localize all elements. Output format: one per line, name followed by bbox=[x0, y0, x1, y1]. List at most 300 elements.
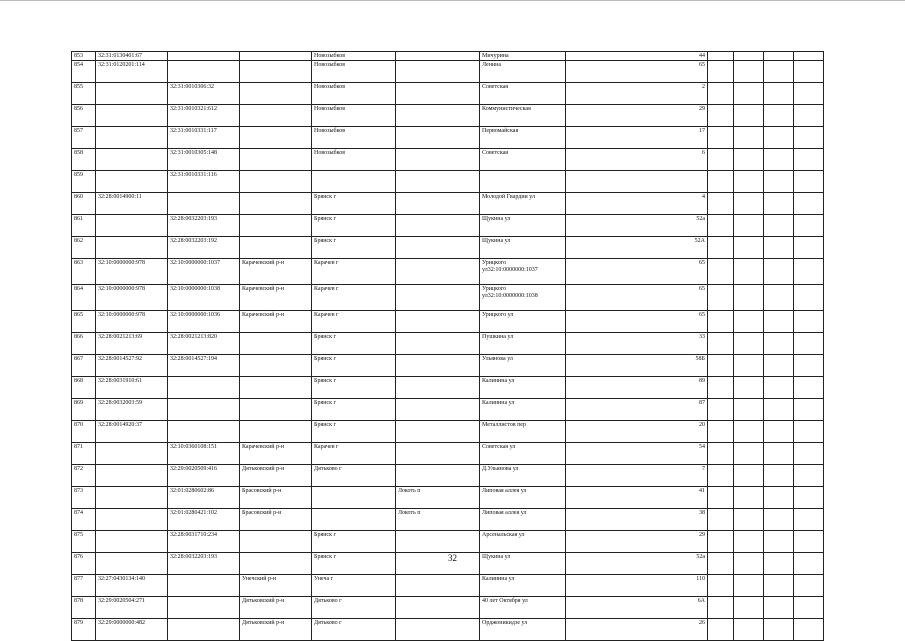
empty-cell bbox=[764, 105, 794, 127]
cadastral-number-cell: 32:31:0120201:114 bbox=[96, 61, 168, 83]
cadastral-number-cell: 32:29:0000000:482 bbox=[96, 619, 168, 641]
city-cell: Брянск г bbox=[312, 355, 396, 377]
row-number-cell: 866 bbox=[72, 333, 96, 355]
district-cell bbox=[240, 61, 312, 83]
empty-cell bbox=[794, 259, 824, 285]
row-number-cell: 862 bbox=[72, 237, 96, 259]
empty-cell bbox=[734, 215, 764, 237]
empty-cell bbox=[708, 311, 734, 333]
empty-cell bbox=[794, 61, 824, 83]
house-number-cell: 89 bbox=[566, 377, 708, 399]
empty-cell bbox=[734, 149, 764, 171]
cadastral-number-cell bbox=[96, 443, 168, 465]
street-cell: Металлистов пер bbox=[480, 421, 566, 443]
empty-cell bbox=[764, 597, 794, 619]
empty-cell bbox=[734, 531, 764, 553]
settlement-cell: Локоть п bbox=[396, 509, 480, 531]
district-cell: Дятьковский р-н bbox=[240, 597, 312, 619]
building-cadastral-cell: 32:31:0010331:116 bbox=[168, 171, 240, 193]
street-cell: Щукина ул bbox=[480, 237, 566, 259]
empty-cell bbox=[708, 237, 734, 259]
empty-cell bbox=[764, 421, 794, 443]
empty-cell bbox=[764, 215, 794, 237]
building-cadastral-cell: 32:31:0010331:117 bbox=[168, 127, 240, 149]
house-number-cell: 54 bbox=[566, 443, 708, 465]
row-number-cell: 874 bbox=[72, 509, 96, 531]
empty-cell bbox=[794, 105, 824, 127]
cadastral-number-cell: 32:10:0000000:978 bbox=[96, 311, 168, 333]
cadastral-number-cell: 32:29:0020504:271 bbox=[96, 597, 168, 619]
house-number-cell: 20 bbox=[566, 421, 708, 443]
district-cell bbox=[240, 237, 312, 259]
street-cell: Коммунистическая bbox=[480, 105, 566, 127]
settlement-cell bbox=[396, 575, 480, 597]
city-cell: Унеча г bbox=[312, 575, 396, 597]
settlement-cell bbox=[396, 333, 480, 355]
empty-cell bbox=[794, 52, 824, 61]
city-cell: Брянск г bbox=[312, 377, 396, 399]
table-row bbox=[72, 487, 824, 509]
city-cell: Брянск г bbox=[312, 215, 396, 237]
empty-cell bbox=[734, 52, 764, 61]
empty-cell bbox=[794, 421, 824, 443]
city-cell: Брянск г bbox=[312, 193, 396, 215]
empty-cell bbox=[764, 61, 794, 83]
empty-cell bbox=[734, 193, 764, 215]
row-number-cell: 871 bbox=[72, 443, 96, 465]
empty-cell bbox=[734, 421, 764, 443]
empty-cell bbox=[734, 61, 764, 83]
house-number-cell: 6 bbox=[566, 149, 708, 171]
district-cell bbox=[240, 193, 312, 215]
settlement-cell bbox=[396, 355, 480, 377]
empty-cell bbox=[708, 285, 734, 311]
settlement-cell bbox=[396, 127, 480, 149]
cadastral-number-cell bbox=[96, 171, 168, 193]
empty-cell bbox=[764, 531, 794, 553]
street-cell: Пушкина ул bbox=[480, 333, 566, 355]
cadastral-number-cell bbox=[96, 237, 168, 259]
street-cell: Советская bbox=[480, 83, 566, 105]
page-edge bbox=[0, 0, 905, 2]
empty-cell bbox=[764, 83, 794, 105]
empty-cell bbox=[708, 149, 734, 171]
settlement-cell bbox=[396, 149, 480, 171]
city-cell: Карачев г bbox=[312, 285, 396, 311]
house-number-cell: 52А bbox=[566, 237, 708, 259]
house-number-cell: 33 bbox=[566, 333, 708, 355]
row-number-cell: 865 bbox=[72, 311, 96, 333]
table-row bbox=[72, 285, 824, 311]
house-number-cell: 6А bbox=[566, 597, 708, 619]
street-cell: Урицкого ул32:10:0000000:1038 bbox=[480, 285, 566, 311]
house-number-cell: 4 bbox=[566, 193, 708, 215]
street-cell: Щукина ул bbox=[480, 215, 566, 237]
row-number-cell: 872 bbox=[72, 465, 96, 487]
cadastral-number-cell bbox=[96, 465, 168, 487]
empty-cell bbox=[734, 465, 764, 487]
district-cell bbox=[240, 52, 312, 61]
cadastral-number-cell bbox=[96, 487, 168, 509]
district-cell bbox=[240, 127, 312, 149]
cadastral-number-cell bbox=[96, 509, 168, 531]
house-number-cell: 17 bbox=[566, 127, 708, 149]
street-cell: Первомайская bbox=[480, 127, 566, 149]
street-cell: Калинина ул bbox=[480, 575, 566, 597]
empty-cell bbox=[794, 215, 824, 237]
table-row bbox=[72, 465, 824, 487]
street-cell: Ульянова ул bbox=[480, 355, 566, 377]
city-cell: Дятьково г bbox=[312, 465, 396, 487]
building-cadastral-cell: 32:01:0280421:102 bbox=[168, 509, 240, 531]
row-number-cell: 868 bbox=[72, 377, 96, 399]
city-cell: Новозыбков bbox=[312, 52, 396, 61]
settlement-cell bbox=[396, 215, 480, 237]
cadastral-number-cell: 32:28:0014527:92 bbox=[96, 355, 168, 377]
empty-cell bbox=[794, 83, 824, 105]
table-row bbox=[72, 333, 824, 355]
empty-cell bbox=[794, 171, 824, 193]
district-cell: Брасовский р-н bbox=[240, 509, 312, 531]
cadastral-number-cell: 32:28:0031910:61 bbox=[96, 377, 168, 399]
street-cell: Щукина ул bbox=[480, 553, 566, 575]
building-cadastral-cell bbox=[168, 399, 240, 421]
row-number-cell: 855 bbox=[72, 83, 96, 105]
house-number-cell: 52а bbox=[566, 553, 708, 575]
city-cell: Новозыбков bbox=[312, 105, 396, 127]
empty-cell bbox=[708, 377, 734, 399]
empty-cell bbox=[708, 509, 734, 531]
street-cell: Орджоникидзе ул bbox=[480, 619, 566, 641]
city-cell: Карачев г bbox=[312, 443, 396, 465]
building-cadastral-cell: 32:10:0360108:151 bbox=[168, 443, 240, 465]
empty-cell bbox=[794, 465, 824, 487]
table-row bbox=[72, 105, 824, 127]
settlement-cell bbox=[396, 443, 480, 465]
row-number-cell: 873 bbox=[72, 487, 96, 509]
empty-cell bbox=[734, 333, 764, 355]
empty-cell bbox=[764, 619, 794, 641]
district-cell bbox=[240, 215, 312, 237]
empty-cell bbox=[794, 377, 824, 399]
building-cadastral-cell bbox=[168, 619, 240, 641]
district-cell bbox=[240, 171, 312, 193]
table-row bbox=[72, 443, 824, 465]
house-number-cell: 65 bbox=[566, 285, 708, 311]
building-cadastral-cell bbox=[168, 377, 240, 399]
building-cadastral-cell: 32:28:0014527:194 bbox=[168, 355, 240, 377]
city-cell: Брянск г bbox=[312, 531, 396, 553]
empty-cell bbox=[794, 127, 824, 149]
street-cell: Советская bbox=[480, 149, 566, 171]
empty-cell bbox=[708, 52, 734, 61]
empty-cell bbox=[764, 333, 794, 355]
cadastral-number-cell bbox=[96, 215, 168, 237]
building-cadastral-cell: 32:10:0000000:1037 bbox=[168, 259, 240, 285]
empty-cell bbox=[794, 399, 824, 421]
empty-cell bbox=[734, 399, 764, 421]
settlement-cell bbox=[396, 259, 480, 285]
empty-cell bbox=[708, 575, 734, 597]
row-number-cell: 877 bbox=[72, 575, 96, 597]
table-row bbox=[72, 399, 824, 421]
cadastral-number-cell: 32:10:0000000:978 bbox=[96, 259, 168, 285]
street-cell: Ленина bbox=[480, 61, 566, 83]
building-cadastral-cell: 32:29:0020509:416 bbox=[168, 465, 240, 487]
house-number-cell: 7 bbox=[566, 465, 708, 487]
house-number-cell: 110 bbox=[566, 575, 708, 597]
table-row bbox=[72, 531, 824, 553]
building-cadastral-cell: 32:31:0010306:32 bbox=[168, 83, 240, 105]
house-number-cell: 44 bbox=[566, 52, 708, 61]
empty-cell bbox=[708, 399, 734, 421]
settlement-cell bbox=[396, 285, 480, 311]
building-cadastral-cell: 32:31:0010321:612 bbox=[168, 105, 240, 127]
row-number-cell: 853 bbox=[72, 52, 96, 61]
empty-cell bbox=[794, 509, 824, 531]
empty-cell bbox=[794, 285, 824, 311]
building-cadastral-cell: 32:10:0000000:1036 bbox=[168, 311, 240, 333]
district-cell: Унечский р-н bbox=[240, 575, 312, 597]
city-cell: Брянск г bbox=[312, 553, 396, 575]
district-cell bbox=[240, 399, 312, 421]
city-cell bbox=[312, 509, 396, 531]
street-cell bbox=[480, 171, 566, 193]
street-cell: Молодой Гвардии ул bbox=[480, 193, 566, 215]
table-row bbox=[72, 509, 824, 531]
row-number-cell: 861 bbox=[72, 215, 96, 237]
district-cell bbox=[240, 333, 312, 355]
empty-cell bbox=[794, 237, 824, 259]
empty-cell bbox=[708, 259, 734, 285]
row-number-cell: 869 bbox=[72, 399, 96, 421]
district-cell bbox=[240, 105, 312, 127]
house-number-cell: 65 bbox=[566, 311, 708, 333]
cadastral-number-cell: 32:28:0014920:37 bbox=[96, 421, 168, 443]
row-number-cell: 867 bbox=[72, 355, 96, 377]
empty-cell bbox=[794, 355, 824, 377]
district-cell bbox=[240, 355, 312, 377]
row-number-cell: 859 bbox=[72, 171, 96, 193]
street-cell: Мичурина bbox=[480, 52, 566, 61]
empty-cell bbox=[734, 311, 764, 333]
empty-cell bbox=[708, 597, 734, 619]
city-cell bbox=[312, 171, 396, 193]
empty-cell bbox=[764, 149, 794, 171]
empty-cell bbox=[764, 52, 794, 61]
street-cell: Д.Ульянова ул bbox=[480, 465, 566, 487]
building-cadastral-cell: 32:28:0032203:193 bbox=[168, 553, 240, 575]
row-number-cell: 857 bbox=[72, 127, 96, 149]
table-row bbox=[72, 377, 824, 399]
empty-cell bbox=[764, 487, 794, 509]
empty-cell bbox=[794, 443, 824, 465]
empty-cell bbox=[764, 355, 794, 377]
building-cadastral-cell: 32:28:0032203:192 bbox=[168, 237, 240, 259]
building-cadastral-cell: 32:28:0032203:193 bbox=[168, 215, 240, 237]
building-cadastral-cell bbox=[168, 61, 240, 83]
district-cell: Брасовский р-н bbox=[240, 487, 312, 509]
empty-cell bbox=[734, 597, 764, 619]
street-cell: Липовая аллея ул bbox=[480, 487, 566, 509]
city-cell: Дятьково г bbox=[312, 597, 396, 619]
table-row bbox=[72, 311, 824, 333]
building-cadastral-cell bbox=[168, 597, 240, 619]
house-number-cell: 58Б bbox=[566, 355, 708, 377]
empty-cell bbox=[764, 259, 794, 285]
empty-cell bbox=[764, 465, 794, 487]
empty-cell bbox=[794, 311, 824, 333]
row-number-cell: 878 bbox=[72, 597, 96, 619]
cadastral-number-cell bbox=[96, 127, 168, 149]
district-cell: Карачевский р-н bbox=[240, 311, 312, 333]
empty-cell bbox=[708, 127, 734, 149]
district-cell: Дятьковский р-н bbox=[240, 465, 312, 487]
table-row bbox=[72, 619, 824, 641]
row-number-cell: 863 bbox=[72, 259, 96, 285]
empty-cell bbox=[794, 619, 824, 641]
settlement-cell: Локоть п bbox=[396, 487, 480, 509]
empty-cell bbox=[708, 171, 734, 193]
house-number-cell: 29 bbox=[566, 531, 708, 553]
district-cell: Карачевский р-н bbox=[240, 285, 312, 311]
street-cell: Калинина ул bbox=[480, 377, 566, 399]
empty-cell bbox=[708, 105, 734, 127]
empty-cell bbox=[734, 171, 764, 193]
row-number-cell: 870 bbox=[72, 421, 96, 443]
cadastral-number-cell bbox=[96, 105, 168, 127]
city-cell bbox=[312, 487, 396, 509]
house-number-cell: 2 bbox=[566, 83, 708, 105]
empty-cell bbox=[764, 443, 794, 465]
empty-cell bbox=[794, 333, 824, 355]
empty-cell bbox=[734, 83, 764, 105]
empty-cell bbox=[734, 237, 764, 259]
cadastral-number-cell bbox=[96, 531, 168, 553]
settlement-cell bbox=[396, 105, 480, 127]
empty-cell bbox=[764, 193, 794, 215]
house-number-cell bbox=[566, 171, 708, 193]
district-cell bbox=[240, 377, 312, 399]
empty-cell bbox=[734, 105, 764, 127]
street-cell: Советская ул bbox=[480, 443, 566, 465]
empty-cell bbox=[708, 465, 734, 487]
row-number-cell: 856 bbox=[72, 105, 96, 127]
building-cadastral-cell: 32:28:0031710:234 bbox=[168, 531, 240, 553]
street-cell: Арсенальская ул bbox=[480, 531, 566, 553]
cadastral-number-cell bbox=[96, 83, 168, 105]
street-cell: Липовая аллея ул bbox=[480, 509, 566, 531]
cadastral-number-cell bbox=[96, 149, 168, 171]
empty-cell bbox=[764, 285, 794, 311]
street-cell: 40 лет Октября ул bbox=[480, 597, 566, 619]
empty-cell bbox=[734, 285, 764, 311]
cadastral-number-cell: 32:28:0021213:69 bbox=[96, 333, 168, 355]
city-cell: Новозыбков bbox=[312, 127, 396, 149]
building-cadastral-cell bbox=[168, 52, 240, 61]
row-number-cell: 854 bbox=[72, 61, 96, 83]
empty-cell bbox=[794, 597, 824, 619]
cadastral-number-cell: 32:10:0000000:978 bbox=[96, 285, 168, 311]
settlement-cell bbox=[396, 61, 480, 83]
empty-cell bbox=[734, 355, 764, 377]
cadastral-number-cell: 32:27:0430134:140 bbox=[96, 575, 168, 597]
house-number-cell: 38 bbox=[566, 509, 708, 531]
row-number-cell: 860 bbox=[72, 193, 96, 215]
empty-cell bbox=[708, 487, 734, 509]
city-cell: Новозыбков bbox=[312, 83, 396, 105]
table-row bbox=[72, 597, 824, 619]
empty-cell bbox=[708, 83, 734, 105]
empty-cell bbox=[708, 61, 734, 83]
empty-cell bbox=[764, 237, 794, 259]
empty-cell bbox=[794, 193, 824, 215]
empty-cell bbox=[764, 171, 794, 193]
district-cell bbox=[240, 83, 312, 105]
cadastral-number-cell: 32:28:0032003:59 bbox=[96, 399, 168, 421]
empty-cell bbox=[708, 619, 734, 641]
empty-cell bbox=[708, 531, 734, 553]
empty-cell bbox=[708, 355, 734, 377]
settlement-cell bbox=[396, 421, 480, 443]
house-number-cell: 65 bbox=[566, 61, 708, 83]
empty-cell bbox=[734, 127, 764, 149]
city-cell: Дятьково г bbox=[312, 619, 396, 641]
building-cadastral-cell: 32:28:0021213:820 bbox=[168, 333, 240, 355]
row-number-cell: 876 bbox=[72, 553, 96, 575]
building-cadastral-cell: 32:10:0000000:1038 bbox=[168, 285, 240, 311]
settlement-cell bbox=[396, 83, 480, 105]
empty-cell bbox=[734, 259, 764, 285]
city-cell: Карачев г bbox=[312, 311, 396, 333]
empty-cell bbox=[794, 149, 824, 171]
empty-cell bbox=[708, 421, 734, 443]
district-cell: Дятьковский р-н bbox=[240, 619, 312, 641]
street-cell: Калинина ул bbox=[480, 399, 566, 421]
empty-cell bbox=[794, 575, 824, 597]
empty-cell bbox=[764, 311, 794, 333]
settlement-cell bbox=[396, 237, 480, 259]
house-number-cell: 41 bbox=[566, 487, 708, 509]
empty-cell bbox=[734, 443, 764, 465]
table-row bbox=[72, 52, 824, 61]
house-number-cell: 87 bbox=[566, 399, 708, 421]
cadastral-number-cell: 32:28:0014900:11 bbox=[96, 193, 168, 215]
district-cell: Карачевский р-н bbox=[240, 259, 312, 285]
table-row bbox=[72, 127, 824, 149]
building-cadastral-cell: 32:01:0280602:86 bbox=[168, 487, 240, 509]
street-cell: Урицкого ул32:10:0000000:1037 bbox=[480, 259, 566, 285]
house-number-cell: 26 bbox=[566, 619, 708, 641]
empty-cell bbox=[708, 333, 734, 355]
house-number-cell: 52а bbox=[566, 215, 708, 237]
table-row bbox=[72, 421, 824, 443]
table-row bbox=[72, 575, 824, 597]
table-row bbox=[72, 83, 824, 105]
district-cell bbox=[240, 421, 312, 443]
table-row bbox=[72, 237, 824, 259]
city-cell: Новозыбков bbox=[312, 61, 396, 83]
settlement-cell bbox=[396, 597, 480, 619]
settlement-cell bbox=[396, 531, 480, 553]
empty-cell bbox=[764, 377, 794, 399]
empty-cell bbox=[764, 575, 794, 597]
empty-cell bbox=[764, 509, 794, 531]
row-number-cell: 864 bbox=[72, 285, 96, 311]
empty-cell bbox=[734, 619, 764, 641]
table-row bbox=[72, 171, 824, 193]
table-row bbox=[72, 149, 824, 171]
